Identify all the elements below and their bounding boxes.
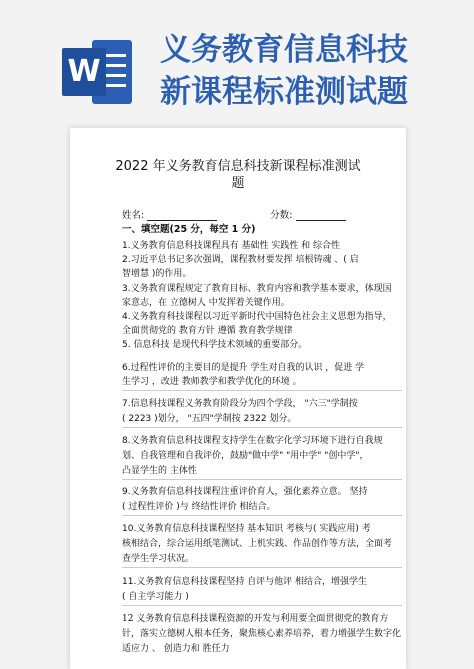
text-line: 全面贯彻党的 教育方针 遵循 教育教学规律 [122, 326, 293, 336]
text-line: 划、自我管理和自我评价，鼓励"做中学" "用中学" "创中学"， [122, 451, 369, 461]
document-title-line1: 2022 年义务教育信息科技新课程标准测试 [115, 159, 361, 174]
text-line: 12 义务教育信息科技课程资源的开发与利用要全面贯彻党的教育方 [122, 614, 389, 624]
text-line: 9.义务教育信息科技课程注重评价育人，强化素养立意。 坚持 [122, 487, 368, 497]
text-line: 1.义务教育信息科技课程具有 基础性 实践性 和 综合性 [122, 241, 341, 251]
text-line: 核相结合，综合运用纸笔测试、上机实践、作品创作等方法，全面考 [122, 539, 393, 549]
section-heading: 一、填空题(25 分，每空 1 分) [122, 224, 256, 235]
divider [122, 390, 402, 391]
text-line: 7.信息科技课程义务教育阶段分为四个学段， "六三"学制按 [122, 399, 358, 409]
text-line: 5. 信息科技 是现代科学技术领域的重要部分。 [122, 340, 308, 350]
banner-title-line1: 义务教育信息科技 [160, 32, 408, 68]
text-line: ( 自主学习能力 ) [122, 592, 189, 602]
divider [122, 479, 402, 480]
text-line: 适应力 、 创造力和 胜任力 [122, 644, 230, 654]
text-line: 查学生学习状况。 [122, 554, 195, 564]
name-score-row [122, 207, 346, 221]
text-line: 3.义务教育课程规定了教育目标、教育内容和教学基本要求，体现国 [122, 284, 392, 294]
name-label: 姓名: [122, 210, 145, 221]
text-line: 4.义务教育科技课程以习近平新时代中国特色社会主义思想为指导， [122, 312, 392, 322]
text-line: 8.义务教育信息科技课程支持学生在数字化学习环境下进行自我规 [122, 436, 383, 446]
document-page [70, 128, 406, 669]
text-line: 凸显学生的 主体性 [122, 466, 197, 476]
text-line: 针，落实立德树人根本任务，聚焦核心素养培养，着力增强学生数字化 [122, 629, 402, 639]
text-line: ( 过程性评价 )与 终结性评价 相结合。 [122, 502, 276, 512]
word-logo-icon [62, 40, 134, 104]
name-blank [147, 210, 217, 221]
word-letter-tile: W [62, 48, 106, 96]
score-blank [296, 210, 346, 221]
divider [122, 605, 402, 606]
text-line: 10.义务教育信息科技课程坚持 基本知识 考核与( 实践应用) 考 [122, 524, 371, 534]
text-line: 智增慧 )的作用。 [122, 269, 192, 279]
document-title [70, 158, 406, 192]
divider [122, 515, 402, 516]
divider [122, 567, 402, 568]
divider [122, 427, 402, 428]
text-line: 11.义务教育信息科技课程坚持 自评与他评 相结合，增强学生 [122, 577, 368, 587]
text-line: 生学习 ，改进 教师教学和教学优化的环境 。 [122, 377, 302, 387]
text-line: 6.过程性评价的主要目的是提升 学生对自我的认识 ，促进 学 [122, 363, 365, 373]
text-line: 2.习近平总书记多次强调，课程教材要发挥 培根铸魂 、( 启 [122, 255, 359, 265]
document-title-line2: 题 [231, 176, 245, 191]
text-line: 家意志，在 立德树人 中发挥着关键作用。 [122, 298, 290, 308]
banner-title-line2: 新课程标准测试题 [160, 74, 408, 110]
text-line: ( 2223 )划分， "五四"学制按 2322 划分。 [122, 414, 297, 424]
banner [0, 0, 474, 120]
score-label: 分数: [270, 210, 293, 221]
